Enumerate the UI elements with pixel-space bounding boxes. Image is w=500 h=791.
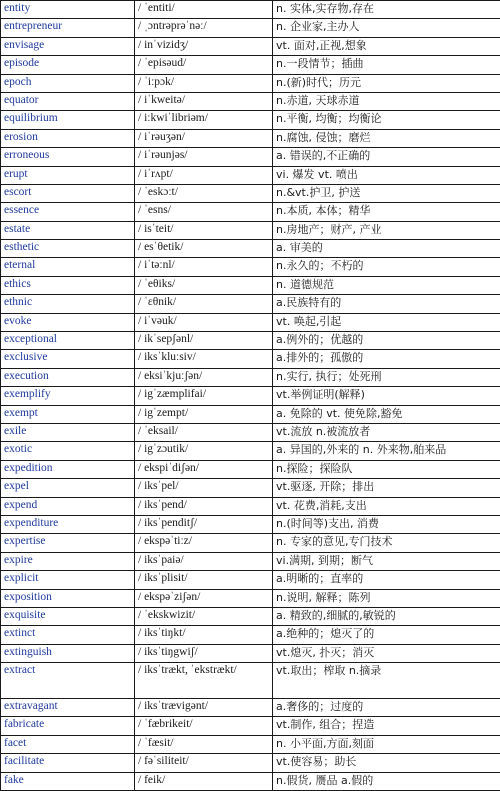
definition-cell: vt.流放 n.被流放者: [273, 423, 500, 441]
phonetic-cell: / ˈepisəud/: [135, 56, 273, 74]
word-cell: exquisite: [1, 607, 135, 625]
word-cell: exotic: [1, 442, 135, 460]
definition-cell: n.房地产；财产, 产业: [273, 221, 500, 239]
table-row: [1, 166, 500, 184]
definition-cell: n.赤道, 天球赤道: [273, 92, 500, 110]
word-cell: essence: [1, 203, 135, 221]
phonetic-cell: / ˈfæbrikeit/: [135, 717, 273, 735]
table-row: [1, 258, 500, 276]
word-cell: envisage: [1, 37, 135, 55]
phonetic-cell: / inˈvizidʒ/: [135, 37, 273, 55]
word-cell: eternal: [1, 258, 135, 276]
word-cell: erroneous: [1, 148, 135, 166]
phonetic-cell: / iˈtəːnl/: [135, 258, 273, 276]
phonetic-cell: / esˈθetik/: [135, 240, 273, 258]
definition-cell: a. 错误的,不正确的: [273, 148, 500, 166]
table-row: [1, 148, 500, 166]
table-row: [1, 717, 500, 735]
word-cell: erupt: [1, 166, 135, 184]
phonetic-cell: / eksiˈkjuːʃən/: [135, 368, 273, 386]
word-cell: expel: [1, 479, 135, 497]
definition-cell: vt.举例证明(解释): [273, 387, 500, 405]
table-row: [1, 552, 500, 570]
definition-cell: n.(时间等)支出, 消费: [273, 515, 500, 533]
definition-cell: n.平衡, 均衡；均衡论: [273, 111, 500, 129]
phonetic-cell: / iksˈpend/: [135, 497, 273, 515]
word-cell: exile: [1, 423, 135, 441]
table-row: [1, 405, 500, 423]
phonetic-cell: / iksˈpaiə/: [135, 552, 273, 570]
table-row: [1, 129, 500, 147]
phonetic-cell: / iˈkweitə/: [135, 92, 273, 110]
phonetic-cell: / isˈteit/: [135, 221, 273, 239]
word-cell: evoke: [1, 313, 135, 331]
definition-cell: vt.使容易；助长: [273, 754, 500, 772]
definition-cell: vi.满期, 到期；断气: [273, 552, 500, 570]
definition-cell: a. 精致的,细腻的,敏锐的: [273, 607, 500, 625]
definition-cell: a.例外的；优越的: [273, 332, 500, 350]
word-cell: exempt: [1, 405, 135, 423]
table-row: [1, 332, 500, 350]
definition-cell: vt.制作, 组合；捏造: [273, 717, 500, 735]
table-row: [1, 534, 500, 552]
word-cell: entity: [1, 1, 135, 19]
table-row: [1, 37, 500, 55]
table-row: [1, 313, 500, 331]
definition-cell: a. 异国的,外来的 n. 外来物,舶来品: [273, 442, 500, 460]
definition-cell: a.排外的；孤傲的: [273, 350, 500, 368]
definition-cell: vi. 爆发 vt. 喷出: [273, 166, 500, 184]
definition-cell: n.一段情节；插曲: [273, 56, 500, 74]
definition-cell: a.明晰的；直率的: [273, 571, 500, 589]
vocabulary-table-body: [1, 1, 500, 791]
phonetic-cell: / iˈvəuk/: [135, 313, 273, 331]
word-cell: episode: [1, 56, 135, 74]
table-row: [1, 772, 500, 790]
phonetic-cell: / igˈzæmplifai/: [135, 387, 273, 405]
phonetic-cell: / ˈfæsit/: [135, 735, 273, 753]
phonetic-cell: / ˈeksail/: [135, 423, 273, 441]
word-cell: facet: [1, 735, 135, 753]
definition-cell: vt. 面对,正视,想象: [273, 37, 500, 55]
word-cell: exclusive: [1, 350, 135, 368]
word-cell: extract: [1, 663, 135, 699]
word-cell: estate: [1, 221, 135, 239]
phonetic-cell: / iksˈtiŋgwiʃ/: [135, 644, 273, 662]
word-cell: expertise: [1, 534, 135, 552]
word-cell: esthetic: [1, 240, 135, 258]
word-cell: equilibrium: [1, 111, 135, 129]
table-row: [1, 240, 500, 258]
definition-cell: n.说明, 解释；陈列: [273, 589, 500, 607]
word-cell: fabricate: [1, 717, 135, 735]
table-row: [1, 387, 500, 405]
phonetic-cell: / iksˈtiŋkt/: [135, 626, 273, 644]
definition-cell: a.奢侈的；过度的: [273, 699, 500, 717]
phonetic-cell: / ekspəˈziʃən/: [135, 589, 273, 607]
table-row: [1, 571, 500, 589]
definition-cell: n.腐蚀, 侵蚀；磨烂: [273, 129, 500, 147]
word-cell: exceptional: [1, 332, 135, 350]
word-cell: exemplify: [1, 387, 135, 405]
word-cell: expedition: [1, 460, 135, 478]
phonetic-cell: / iˈrəunjəs/: [135, 148, 273, 166]
phonetic-cell: / iksˈkluːsiv/: [135, 350, 273, 368]
phonetic-cell: / iksˈpenditʃ/: [135, 515, 273, 533]
word-cell: ethics: [1, 276, 135, 294]
table-row: [1, 754, 500, 772]
table-row: [1, 92, 500, 110]
word-cell: fake: [1, 772, 135, 790]
phonetic-cell: / iːkwiˈlibriəm/: [135, 111, 273, 129]
phonetic-cell: / ekspəˈtiːz/: [135, 534, 273, 552]
word-cell: extinguish: [1, 644, 135, 662]
phonetic-cell: / feik/: [135, 772, 273, 790]
phonetic-cell: / igˈzempt/: [135, 405, 273, 423]
phonetic-cell: / fəˈsiliteit/: [135, 754, 273, 772]
phonetic-cell: / igˈzɔutik/: [135, 442, 273, 460]
word-cell: facilitate: [1, 754, 135, 772]
definition-cell: n. 专家的意见,专门技术: [273, 534, 500, 552]
definition-cell: n. 道德规范: [273, 276, 500, 294]
word-cell: extinct: [1, 626, 135, 644]
table-row: [1, 56, 500, 74]
table-row: [1, 1, 500, 19]
definition-cell: n.假货, 赝品 a.假的: [273, 772, 500, 790]
phonetic-cell: / ˈeθiks/: [135, 276, 273, 294]
phonetic-cell: / ˈεθnik/: [135, 295, 273, 313]
phonetic-cell: / ˈiːpɔk/: [135, 74, 273, 92]
definition-cell: n.永久的；不朽的: [273, 258, 500, 276]
phonetic-cell: / iksˈtrækt, ˈekstrækt/: [135, 663, 273, 699]
table-row: [1, 589, 500, 607]
table-row: [1, 276, 500, 294]
word-cell: equator: [1, 92, 135, 110]
word-cell: escort: [1, 184, 135, 202]
phonetic-cell: / iksˈplisit/: [135, 571, 273, 589]
definition-cell: n.探险；探险队: [273, 460, 500, 478]
table-row: [1, 368, 500, 386]
definition-cell: a.绝种的；熄灭了的: [273, 626, 500, 644]
phonetic-cell: / ˌɔntrəprəˈnəː/: [135, 19, 273, 37]
phonetic-cell: / ˈeskɔːt/: [135, 184, 273, 202]
word-cell: entrepreneur: [1, 19, 135, 37]
definition-cell: vt. 花费,消耗,支出: [273, 497, 500, 515]
phonetic-cell: / ˈentiti/: [135, 1, 273, 19]
table-row: [1, 479, 500, 497]
word-cell: epoch: [1, 74, 135, 92]
table-row: [1, 111, 500, 129]
definition-cell: n.(新)时代；历元: [273, 74, 500, 92]
table-row: [1, 203, 500, 221]
definition-cell: n. 小平面,方面,刻面: [273, 735, 500, 753]
table-row: [1, 626, 500, 644]
word-cell: erosion: [1, 129, 135, 147]
definition-cell: vt.取出；榨取 n.摘录: [273, 663, 500, 699]
table-row: [1, 423, 500, 441]
table-row: [1, 497, 500, 515]
phonetic-cell: / iˈrəuʒən/: [135, 129, 273, 147]
phonetic-cell: / ekspiˈdiʃən/: [135, 460, 273, 478]
definition-cell: a. 免除的 vt. 使免除,豁免: [273, 405, 500, 423]
table-row: [1, 663, 500, 699]
table-row: [1, 644, 500, 662]
definition-cell: n.本质, 本体；精华: [273, 203, 500, 221]
table-row: [1, 184, 500, 202]
table-row: [1, 221, 500, 239]
table-row: [1, 515, 500, 533]
table-row: [1, 74, 500, 92]
definition-cell: n.实行, 执行；处死刑: [273, 368, 500, 386]
word-cell: extravagant: [1, 699, 135, 717]
definition-cell: vt.驱逐, 开除；排出: [273, 479, 500, 497]
definition-cell: n. 实体,实存物,存在: [273, 1, 500, 19]
word-cell: expire: [1, 552, 135, 570]
definition-cell: n.&vt.护卫, 护送: [273, 184, 500, 202]
table-row: [1, 735, 500, 753]
table-row: [1, 699, 500, 717]
definition-cell: n. 企业家,主办人: [273, 19, 500, 37]
phonetic-cell: / ikˈsepʃənl/: [135, 332, 273, 350]
word-cell: exposition: [1, 589, 135, 607]
table-row: [1, 295, 500, 313]
word-cell: ethnic: [1, 295, 135, 313]
phonetic-cell: / ˈekskwizit/: [135, 607, 273, 625]
phonetic-cell: / iksˈpel/: [135, 479, 273, 497]
phonetic-cell: / iksˈtrævigənt/: [135, 699, 273, 717]
table-row: [1, 460, 500, 478]
table-row: [1, 19, 500, 37]
phonetic-cell: / ˈesns/: [135, 203, 273, 221]
definition-cell: vt.熄灭, 扑灭；消灭: [273, 644, 500, 662]
table-row: [1, 350, 500, 368]
table-row: [1, 442, 500, 460]
phonetic-cell: / iˈrʌpt/: [135, 166, 273, 184]
word-cell: execution: [1, 368, 135, 386]
definition-cell: a.民族特有的: [273, 295, 500, 313]
word-cell: expenditure: [1, 515, 135, 533]
table-row: [1, 607, 500, 625]
definition-cell: vt. 唤起,引起: [273, 313, 500, 331]
word-cell: expend: [1, 497, 135, 515]
definition-cell: a. 审美的: [273, 240, 500, 258]
word-cell: explicit: [1, 571, 135, 589]
